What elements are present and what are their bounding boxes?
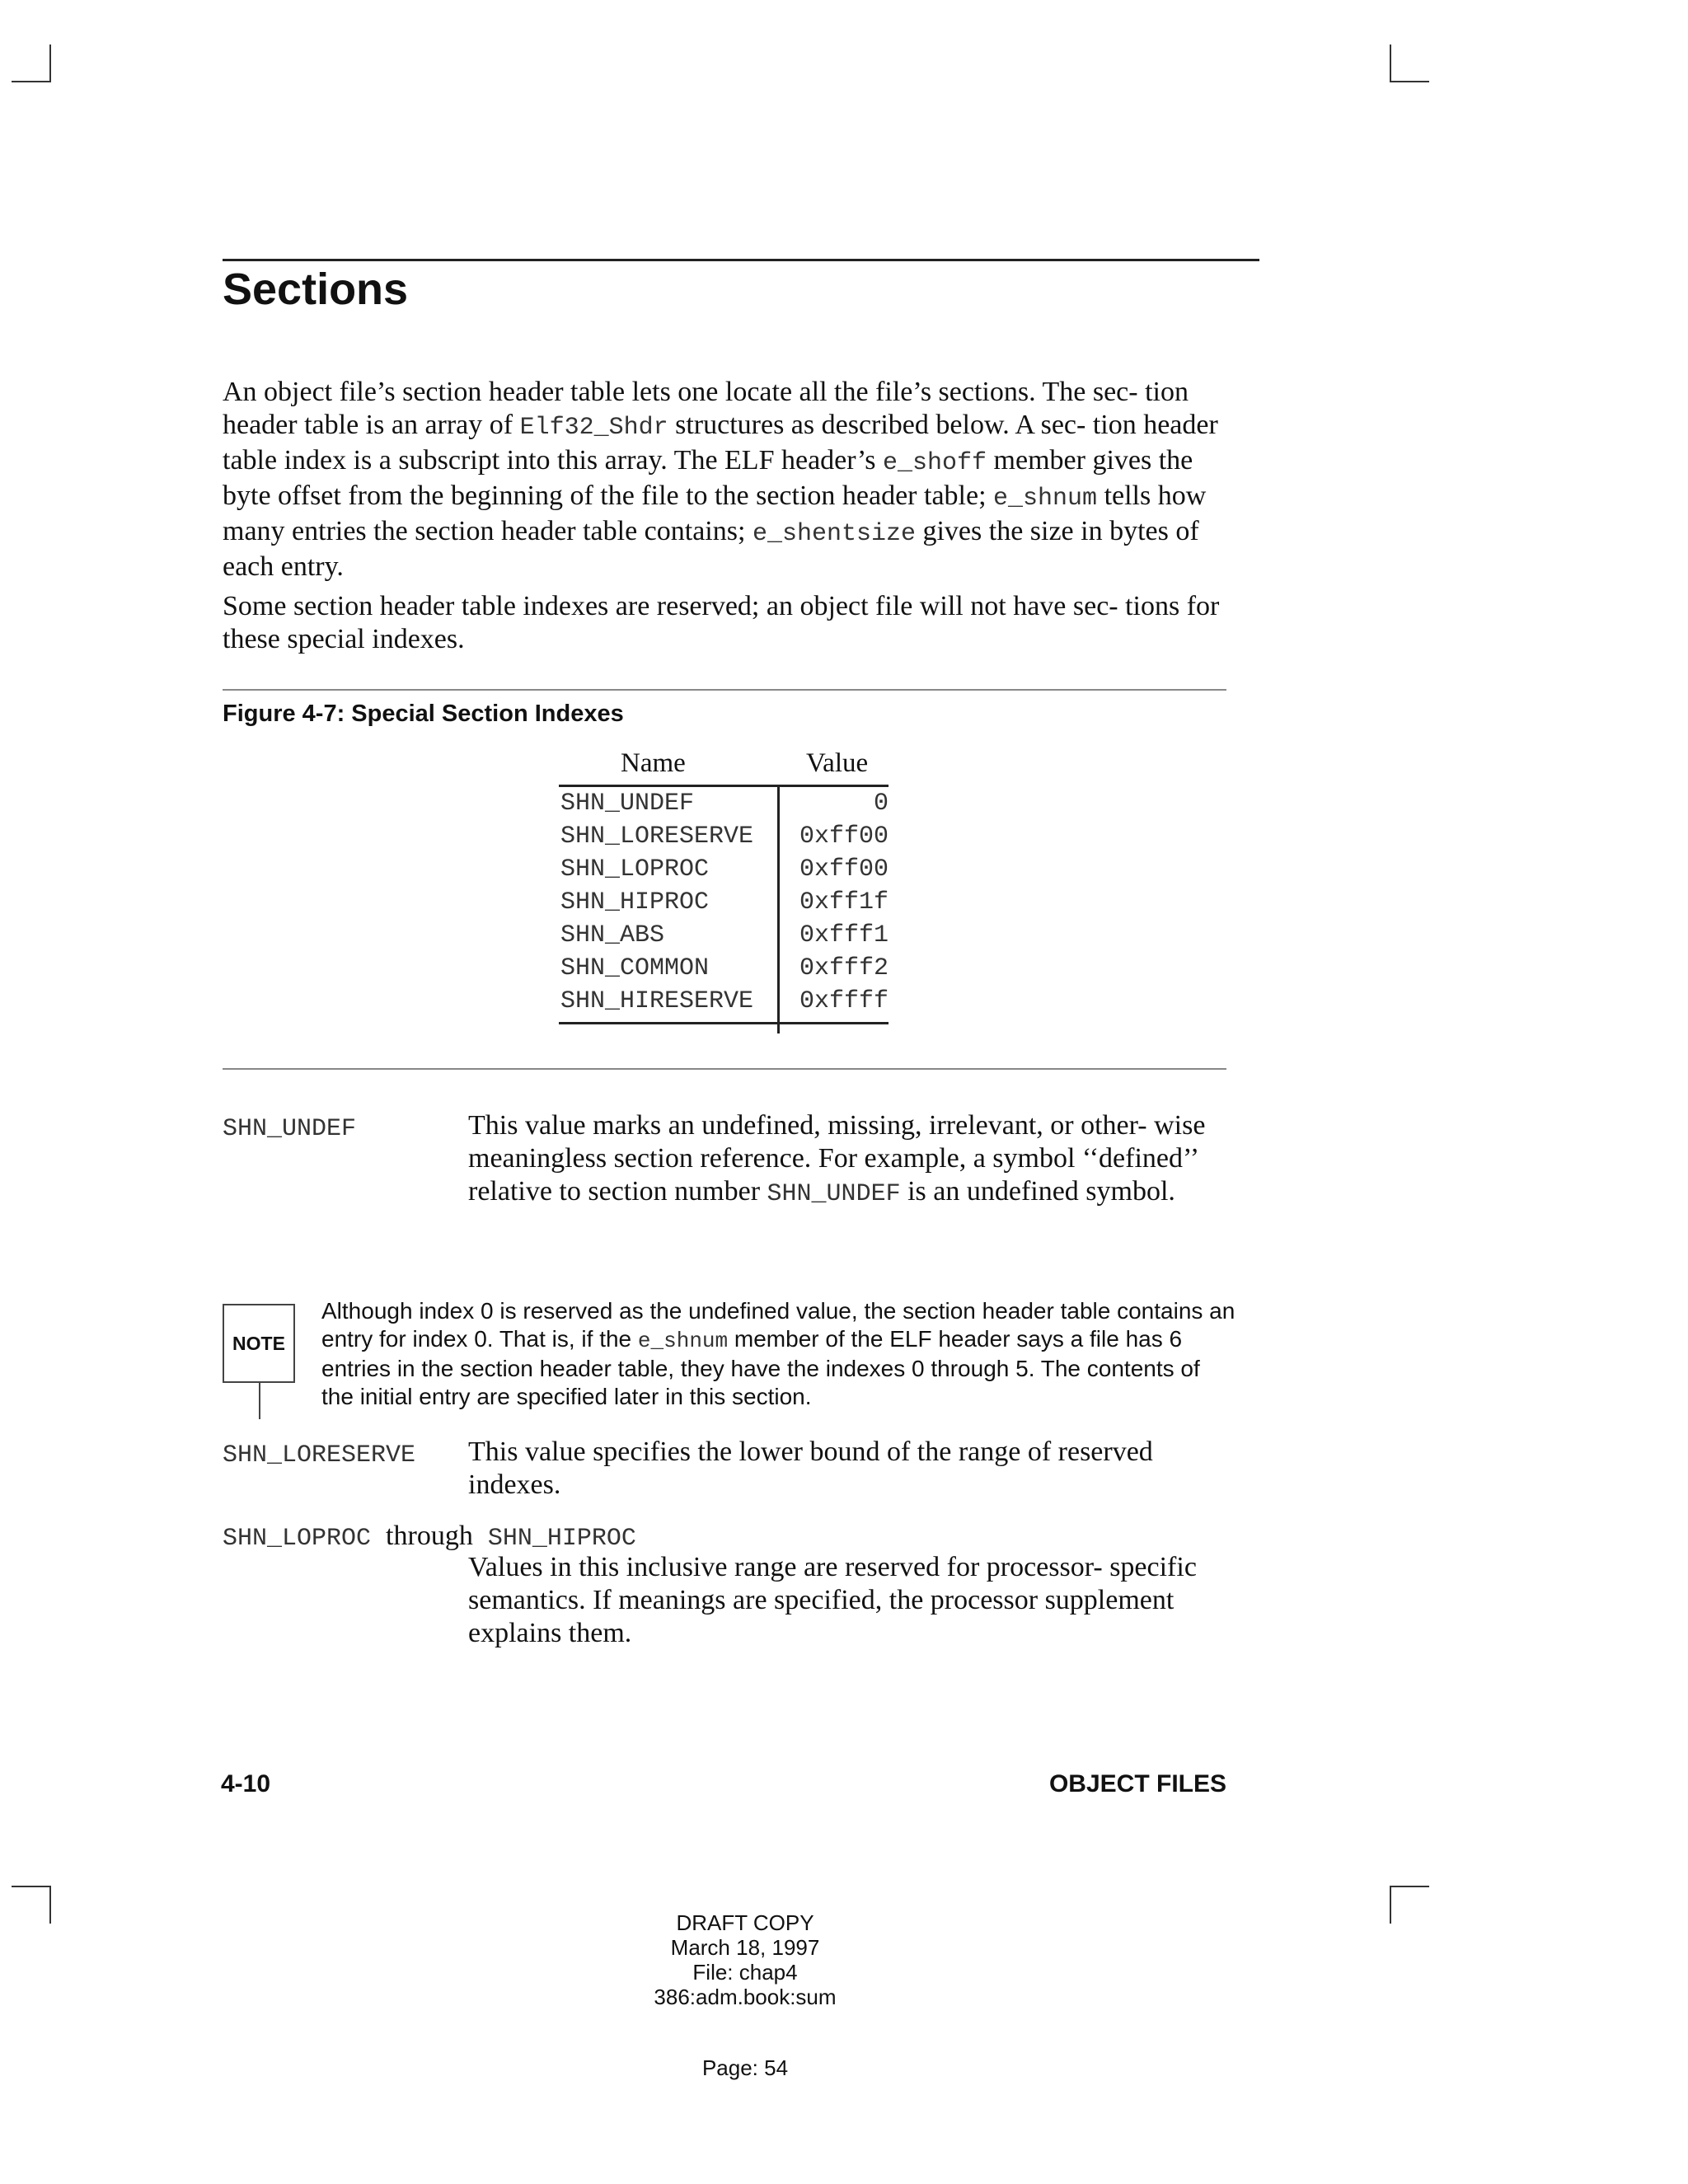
draft-book: 386:adm.book:sum xyxy=(654,1985,837,2009)
inline-code: e_shnum xyxy=(993,485,1098,513)
inline-code: SHN_UNDEF xyxy=(767,1180,901,1208)
table-cell-value: 0xff1f xyxy=(799,888,889,916)
page-label: Page: 54 xyxy=(701,2055,789,2080)
table-header xyxy=(559,747,889,786)
table-cell-name: SHN_HIRESERVE xyxy=(560,987,754,1015)
reserved-paragraph: Some section header table indexes are reserved; an object file will not have sec- tions for these special indexes. xyxy=(223,591,1220,654)
def-desc-shn-loreserve: This value specifies the lower bound of the range of reserved indexes. xyxy=(468,1436,1153,1500)
note-text: Although index 0 is reserved as the undefined value, the section header table contains an entry for index 0. That is, if the e_shnum member of the ELF header says a file has 6 entries in the section header table, they have the indexes 0 through 5. The contents of the initial entry are specified later in this section. xyxy=(321,1298,1236,1409)
note-label: NOTE xyxy=(232,1332,285,1354)
footer-page-number: 4-10 xyxy=(221,1770,271,1797)
def-term-shn-hiproc: SHN_HIPROC xyxy=(487,1525,636,1553)
crop-mark-top-right-v xyxy=(1390,45,1391,82)
note-stem xyxy=(259,1383,260,1419)
def-term-shn-undef: SHN_UNDEF xyxy=(223,1115,357,1143)
special-section-indexes-table xyxy=(559,747,889,1017)
crop-mark-bottom-right-h xyxy=(1390,1886,1429,1887)
column-header-value: Value xyxy=(806,748,869,778)
table-row xyxy=(559,984,889,1017)
draft-info xyxy=(580,1910,910,2009)
figure-top-rule xyxy=(223,689,1226,691)
table-row xyxy=(559,786,889,819)
figure-caption: Figure 4-7: Special Section Indexes xyxy=(223,701,624,727)
crop-mark-top-right-h xyxy=(1390,81,1429,82)
def-term-shn-loproc: SHN_LOPROC xyxy=(223,1525,372,1553)
table-body xyxy=(559,786,889,1017)
table-row xyxy=(559,918,889,951)
crop-mark-top-left-v xyxy=(49,45,51,82)
table-cell-value: 0xfff2 xyxy=(799,954,889,982)
inline-code: e_shoff xyxy=(883,449,987,477)
crop-mark-bottom-left-v xyxy=(49,1886,51,1924)
table-cell-name: SHN_LORESERVE xyxy=(560,823,754,851)
inline-code: Elf32_Shdr xyxy=(519,414,668,442)
crop-mark-top-left-h xyxy=(12,81,51,82)
draft-date: March 18, 1997 xyxy=(670,1935,820,1960)
figure-bottom-rule xyxy=(223,1068,1226,1070)
table-cell-name: SHN_ABS xyxy=(560,921,665,949)
def-desc-shn-loproc: Values in this inclusive range are reserved for processor- specific semantics. If meanings are specified, the processor supplement explains them. xyxy=(468,1552,1197,1648)
crop-mark-bottom-right-v xyxy=(1390,1886,1391,1924)
table-cell-value: 0 xyxy=(873,790,889,818)
table-cell-name: SHN_UNDEF xyxy=(560,790,695,818)
table-row xyxy=(559,885,889,918)
def-term-shn-loreserve: SHN_LORESERVE xyxy=(223,1441,416,1469)
table-row xyxy=(559,819,889,852)
table-cell-value: 0xff00 xyxy=(799,855,889,883)
table-bottom-rule xyxy=(559,1022,889,1024)
footer-chapter-title: OBJECT FILES xyxy=(1048,1770,1226,1797)
table-row xyxy=(559,951,889,984)
crop-mark-bottom-left-h xyxy=(12,1886,51,1887)
table-cell-value: 0xfff1 xyxy=(799,921,889,949)
page-title: Sections xyxy=(223,265,409,314)
table-cell-name: SHN_COMMON xyxy=(560,954,710,982)
column-header-name: Name xyxy=(621,748,686,778)
table-cell-name: SHN_LOPROC xyxy=(560,855,710,883)
def-desc-shn-undef: This value marks an undefined, missing, irrelevant, or other- wise meaningless section reference. For example, a symbol ‘‘defined’’ relative to section number SHN_UNDEF is an undefined symbol. xyxy=(468,1110,1206,1208)
table-cell-value: 0xffff xyxy=(799,987,889,1015)
table-cell-name: SHN_HIPROC xyxy=(560,888,710,916)
intro-paragraph: An object file’s section header table lets one locate all the file’s sections. The sec- tion header table is an array of Elf32_Shdr structures as described below. A sec- tion header table index is a subscript into this array. The ELF header’s e_shoff member gives the byte offset from the beginning of the file to the section header table; e_shnum tells how many entries the section header table contains; e_shentsize gives the size in bytes of each entry. xyxy=(223,377,1218,582)
table-cell-value: 0xff00 xyxy=(799,823,889,851)
note-badge xyxy=(223,1304,295,1383)
draft-line: DRAFT COPY xyxy=(676,1910,814,1935)
def-term-through: through xyxy=(386,1521,473,1551)
def-term-shn-loproc-hiproc xyxy=(223,1520,636,1555)
inline-code: e_shentsize xyxy=(752,520,916,548)
inline-code: e_shnum xyxy=(637,1328,729,1353)
table-row xyxy=(559,852,889,885)
draft-file: File: chap4 xyxy=(692,1960,798,1985)
heading-rule xyxy=(223,259,1259,261)
